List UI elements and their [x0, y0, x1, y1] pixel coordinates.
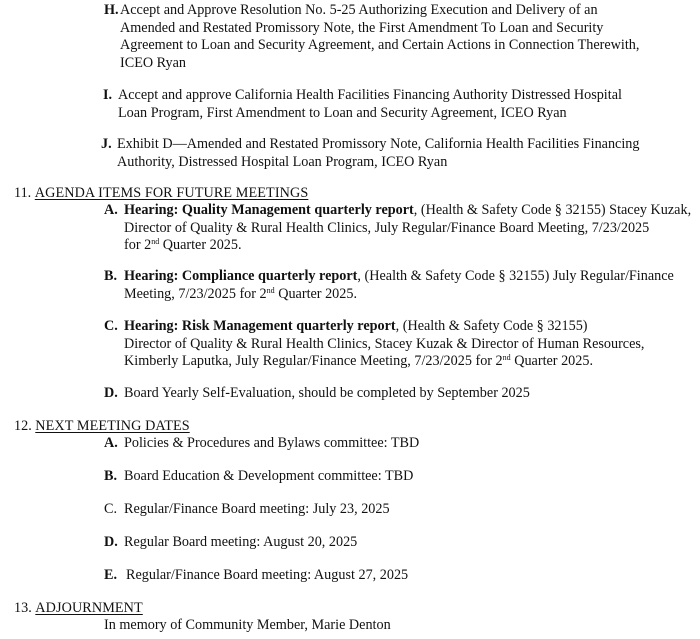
item-letter: D. [104, 385, 118, 401]
section-number: 12. [14, 418, 32, 434]
item-line: Board Education & Development committee: TBD [124, 468, 414, 484]
meeting-item-b [104, 468, 413, 486]
section-title: NEXT MEETING DATES [35, 418, 190, 434]
item-letter: H. [104, 2, 119, 18]
ordinal-suffix: nd [151, 237, 160, 246]
item-line: Loan Program, First Amendment to Loan and Security Agreement, ICEO Ryan [118, 104, 567, 121]
item-letter: J. [101, 136, 112, 152]
item-letter: B. [104, 268, 118, 284]
item-line: ICEO Ryan [120, 54, 187, 71]
item-line [124, 353, 644, 371]
item-text [118, 87, 622, 122]
hearing-title: Hearing: Compliance quarterly report [124, 268, 358, 284]
item-line: Policies & Procedures and Bylaws committee: TBD [124, 435, 420, 451]
ordinal-suffix: nd [502, 353, 511, 362]
item-line [124, 318, 644, 336]
section-title: AGENDA ITEMS FOR FUTURE MEETINGS [34, 185, 309, 201]
item-line-rest: , (Health & Safety Code § 32155) [395, 318, 588, 334]
item-line: Regular Board meeting: August 20, 2025 [124, 534, 358, 550]
meeting-item-d [104, 534, 357, 552]
item-line: Regular/Finance Board meeting: July 23, 2025 [124, 501, 390, 517]
agenda-item-i [103, 87, 622, 122]
future-item-b [104, 268, 674, 303]
section-12-heading [14, 418, 190, 436]
future-item-c [104, 318, 644, 371]
item-line: Authority, Distressed Hospital Loan Program, ICEO Ryan [117, 153, 448, 170]
text-segment: Meeting, 7/23/2025 for 2 [124, 285, 267, 302]
hearing-title: Hearing: Quality Management quarterly report [124, 202, 414, 218]
text-segment: Quarter 2025. [510, 353, 593, 369]
text-segment: Kimberly Laputka, July Regular/Finance Meeting, 7/23/2025 for 2 [124, 353, 503, 369]
item-line: Amended and Restated Promissory Note, the First Amendment To Loan and Security [120, 19, 604, 36]
item-letter: A. [104, 435, 118, 451]
item-line [124, 202, 691, 220]
item-text [124, 202, 691, 255]
item-letter: B. [104, 468, 118, 484]
future-item-d [104, 385, 530, 403]
meeting-item-a [104, 435, 419, 453]
item-text [124, 385, 530, 403]
item-line: Accept and approve California Health Facilities Financing Authority Distressed Hospital [118, 87, 622, 103]
section-number: 13. [14, 600, 32, 616]
item-line: Exhibit D—Amended and Restated Promissory Note, California Health Facilities Financing [117, 136, 640, 152]
item-line: Agreement to Loan and Security Agreement, and Certain Actions in Connection Therewith, [120, 37, 640, 53]
item-line: Regular/Finance Board meeting: August 27, 2025 [126, 567, 409, 583]
item-line: Board Yearly Self-Evaluation, should be completed by September 2025 [124, 385, 530, 401]
item-text [124, 318, 644, 371]
item-line: Director of Quality & Rural Health Clinics, Stacey Kuzak & Director of Human Resources, [124, 335, 645, 352]
adjournment-text: In memory of Community Member, Marie Denton [104, 617, 391, 633]
item-line [124, 268, 674, 286]
item-line: Accept and Approve Resolution No. 5-25 Authorizing Execution and Delivery of an [120, 2, 598, 18]
item-line: Director of Quality & Rural Health Clinics, July Regular/Finance Board Meeting, 7/23/2025 [124, 219, 650, 236]
future-item-a [104, 202, 691, 255]
item-letter: C. [104, 501, 118, 517]
item-line-rest: , (Health & Safety Code § 32155) July Regular/Finance [357, 268, 674, 284]
text-segment: for 2 [124, 237, 152, 253]
item-letter: D. [104, 534, 118, 550]
section-number: 11. [14, 185, 32, 201]
hearing-title: Hearing: Risk Management quarterly report [124, 318, 396, 334]
item-letter: A. [104, 202, 118, 218]
agenda-item-j [101, 136, 639, 171]
ordinal-suffix: nd [266, 285, 275, 295]
item-text [117, 136, 639, 171]
item-line [124, 286, 674, 304]
text-segment: Quarter 2025. [274, 285, 357, 302]
item-letter: C. [104, 318, 118, 334]
meeting-item-e [104, 567, 408, 585]
item-letter: I. [103, 87, 113, 103]
item-line-rest: , (Health & Safety Code § 32155) Stacey Kuzak, [413, 202, 692, 218]
item-text [124, 268, 674, 303]
item-letter: E. [104, 567, 118, 583]
section-11-heading [14, 185, 308, 203]
text-segment: Quarter 2025. [159, 237, 242, 253]
section-13-heading [14, 600, 143, 618]
item-text [120, 2, 639, 72]
item-line [124, 237, 691, 255]
meeting-item-c [104, 501, 390, 519]
agenda-item-h [104, 2, 639, 72]
section-title: ADJOURNMENT [35, 600, 143, 616]
